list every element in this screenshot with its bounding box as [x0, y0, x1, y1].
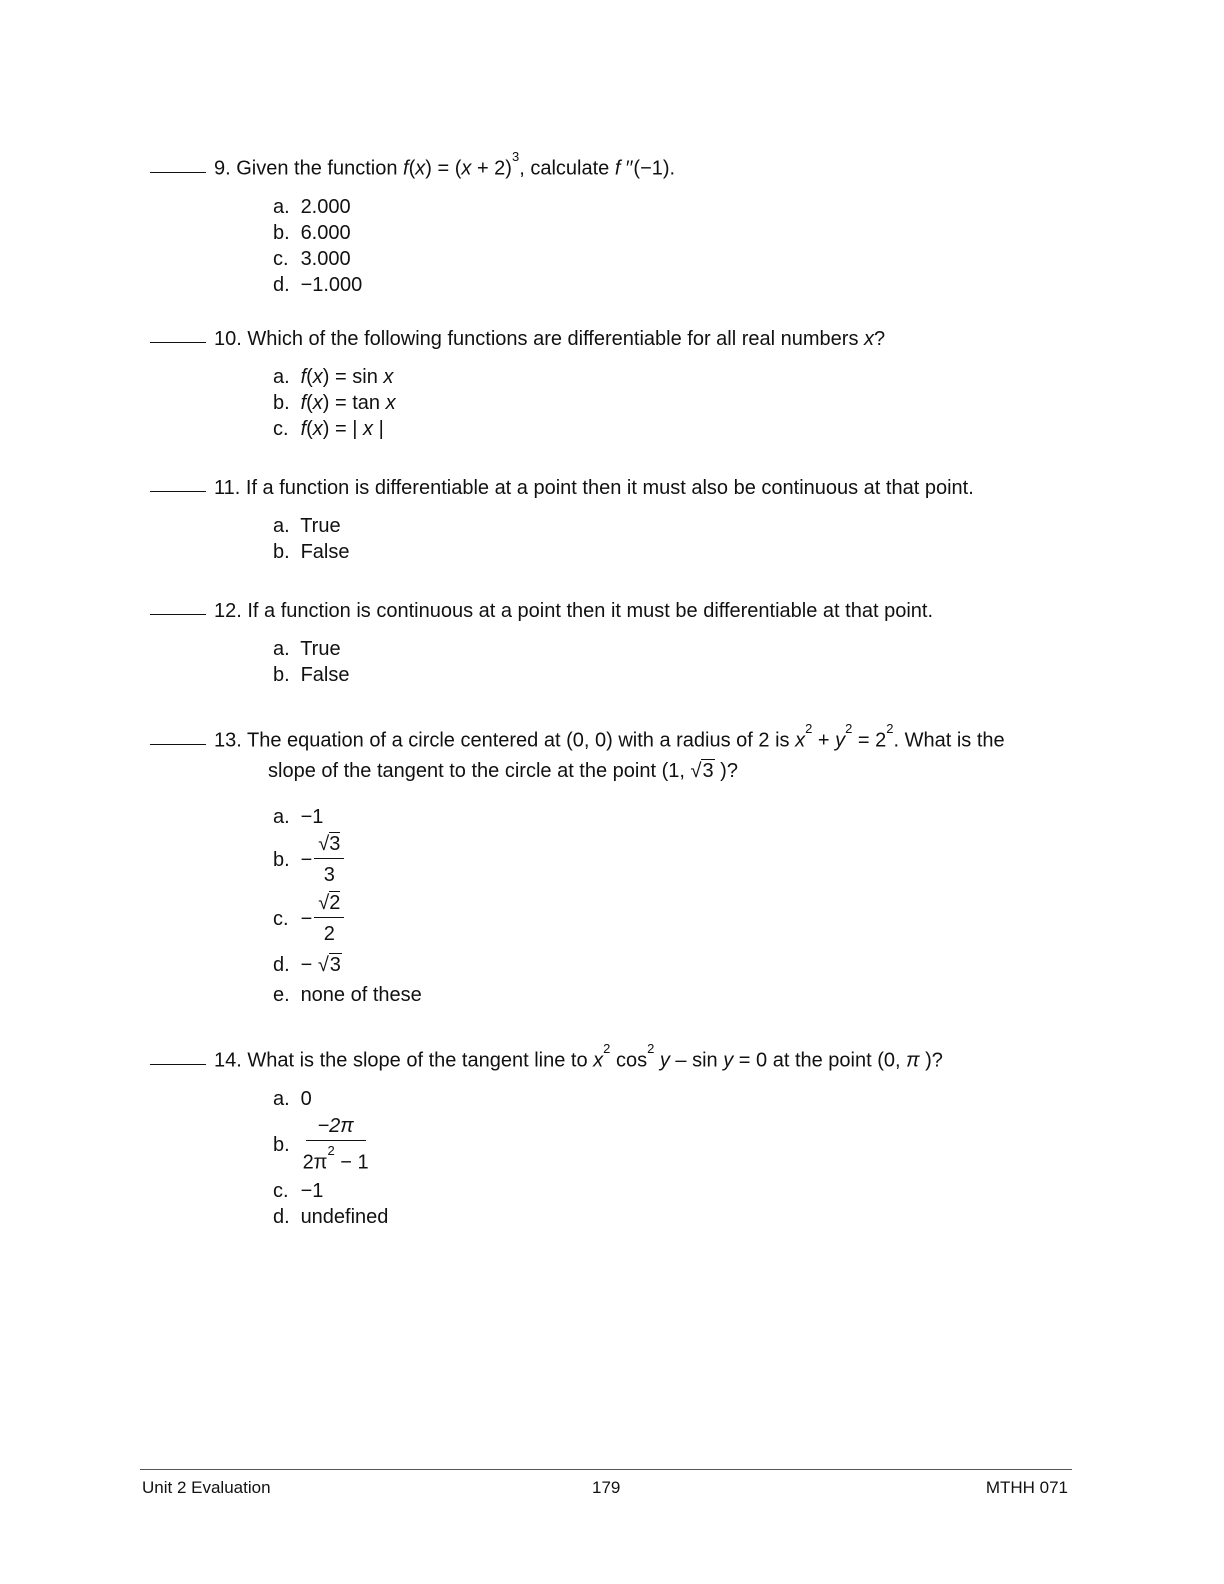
- option-d: d. −1.000: [273, 273, 363, 296]
- option-a: a. f(x) = sin x: [273, 366, 394, 388]
- option-a: a. −1: [273, 805, 324, 828]
- option-b: b. f(x) = tan x: [273, 392, 396, 414]
- question-12: [150, 596, 1070, 688]
- options-list: [273, 194, 1070, 298]
- question-text: 9. Given the function $f(x) = (x + 2)^3$, calculate f ′′(−1).: [214, 149, 676, 180]
- option-d: d. − √3: [273, 953, 341, 976]
- fraction: $\frac{-2\pi}{2\pi^2 - 1}$: [302, 1114, 369, 1174]
- options-list: [273, 804, 1070, 1008]
- course-code: MTHH 071: [985, 1478, 1068, 1497]
- footer-unit-title: Unit 2 Evaluation: [142, 1478, 271, 1497]
- options-list: [273, 513, 1070, 565]
- option-b: b. $\frac{-2\pi}{2\pi^2 - 1}$: [273, 1114, 1070, 1177]
- question-10: [150, 324, 1070, 442]
- question-text-line-2: slope of the tangent to the circle at the point (1, √3 )?: [150, 756, 1070, 786]
- page-number: 179: [592, 1478, 621, 1497]
- fraction: $\frac{√2}{2}$: [314, 891, 344, 948]
- options-list: [273, 636, 1070, 688]
- question-13: [150, 720, 1070, 1008]
- option-b: b. False: [273, 541, 350, 563]
- page-footer: [140, 1469, 1072, 1497]
- question-text: 13. The equation of a circle centered at (0, 0) with a radius of 2 is $x^2 + y^2 = 2^2$. What is the: [214, 721, 1005, 752]
- option-a: a. True: [273, 638, 341, 660]
- answer-blank[interactable]: [150, 613, 206, 615]
- option-d: d. undefined: [273, 1206, 389, 1229]
- option-b: b. 6.000: [273, 221, 351, 244]
- answer-blank[interactable]: [150, 743, 206, 745]
- option-a: a. True: [273, 515, 341, 537]
- answer-blank[interactable]: [150, 1063, 206, 1065]
- option-b: b. − $\frac{√3}{3}$: [273, 832, 1070, 889]
- option-a: a. 2.000: [273, 195, 351, 218]
- option-c: c. − $\frac{√2}{2}$: [273, 891, 1070, 948]
- option-c: c. 3.000: [273, 247, 351, 270]
- option-c: c. f(x) = | x |: [273, 418, 384, 440]
- question-text: 14. What is the slope of the tangent line to $x^2$ $\cos^2 y - \sin y = 0$ at the point (0, π )?: [214, 1041, 943, 1072]
- answer-blank[interactable]: [150, 490, 206, 492]
- question-text: 12. If a function is continuous at a point then it must be differentiable at that point.: [214, 600, 933, 622]
- sqrt-three: √3: [690, 759, 714, 782]
- fraction: $\frac{√3}{3}$: [314, 832, 344, 889]
- option-b: b. False: [273, 664, 350, 686]
- options-list: [273, 1086, 1070, 1231]
- answer-blank[interactable]: [150, 341, 206, 343]
- question-14: [150, 1040, 1070, 1230]
- question-11: [150, 473, 1070, 565]
- options-list: [273, 364, 1070, 442]
- option-a: a. 0: [273, 1087, 312, 1110]
- question-9: [150, 148, 1070, 298]
- question-text: 11. If a function is differentiable at a point then it must also be continuous at that point.: [214, 477, 974, 499]
- option-c: c. −1: [273, 1180, 324, 1203]
- option-e: e. none of these: [273, 983, 422, 1006]
- answer-blank[interactable]: [150, 171, 206, 173]
- question-text: 10. Which of the following functions are differentiable for all real numbers x?: [214, 328, 886, 350]
